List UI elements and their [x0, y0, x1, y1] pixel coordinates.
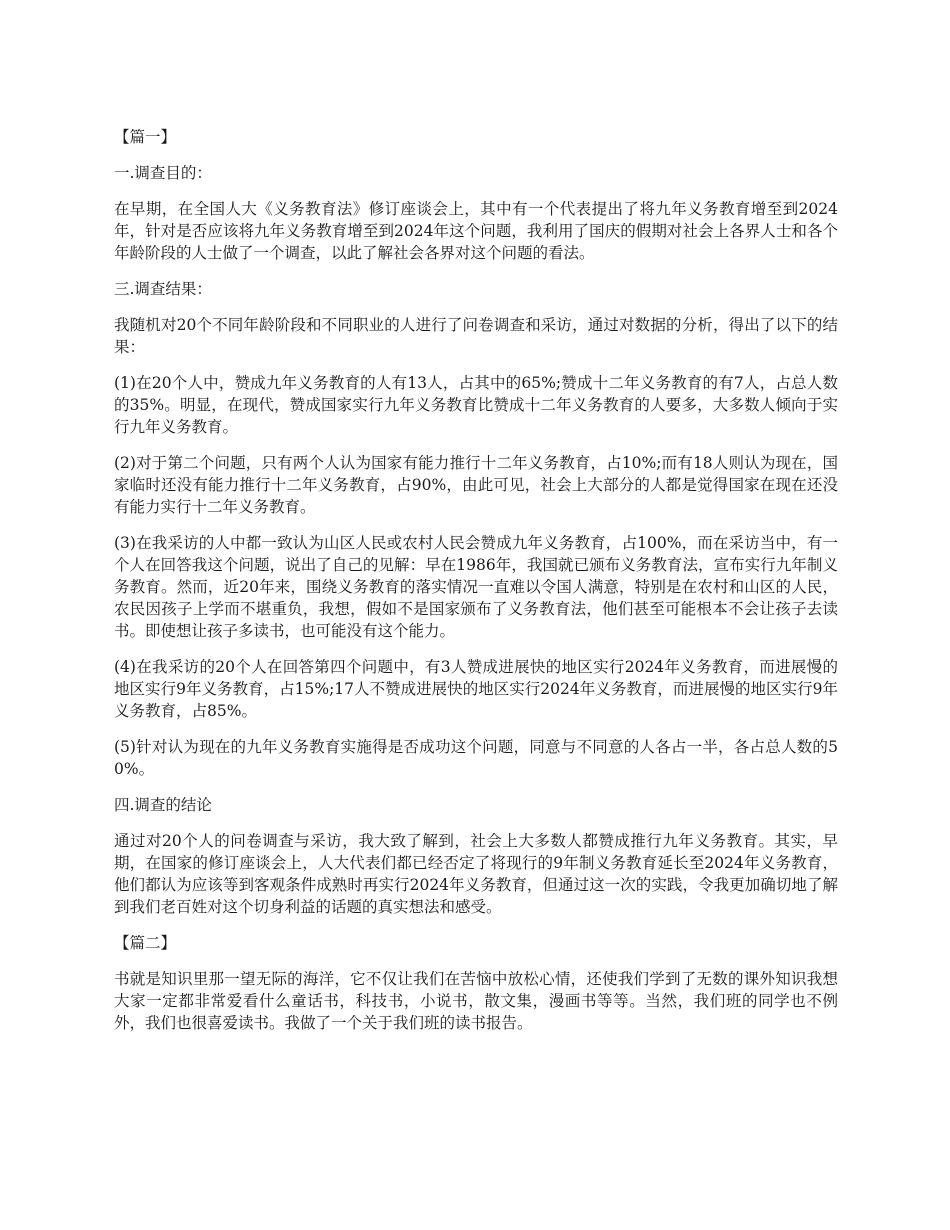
- paragraph-reading-report: 书就是知识里那一望无际的海洋，它不仅让我们在苦恼中放松心情，还使我们学到了无数的课外知识我想大家一定都非常爱看什么童话书，科技书，小说书，散文集，漫画书等等。当然，我们班的同学也不例外，我们也很喜爱读书。我做了一个关于我们班的读书报告。: [114, 970, 838, 1032]
- section-heading-part-two: 【篇二】: [114, 934, 177, 952]
- document-body: [114, 126, 838, 1048]
- paragraph-purpose: 在早期，在全国人大《义务教育法》修订座谈会上，其中有一个代表提出了将九年义务教育增至到2024年，针对是否应该将九年义务教育增至到2024年这个问题，我利用了国庆的假期对社会上各界人士和各个年龄阶段的人士做了一个调查，以此了解社会各界对这个问题的看法。: [114, 200, 838, 262]
- heading-survey-results: 三.调查结果：: [114, 280, 212, 298]
- paragraph-result-2: (2)对于第二个问题，只有两个人认为国家有能力推行十二年义务教育，占10%;而有18人则认为现在，国家临时还没有能力推行十二年义务教育，占90%，由此可见，社会上大部分的人都是觉得国家在现在还没有能力实行十二年义务教育。: [114, 454, 838, 516]
- paragraph-results-intro: 我随机对20个不同年龄阶段和不同职业的人进行了问卷调查和采访，通过对数据的分析，得出了以下的结果：: [114, 316, 838, 356]
- paragraph-result-1: (1)在20个人中，赞成九年义务教育的人有13人，占其中的65%;赞成十二年义务教育的有7人，占总人数的35%。明显，在现代，赞成国家实行九年义务教育比赞成十二年义务教育的人要多，大多数人倾向于实行九年义务教育。: [114, 374, 838, 436]
- heading-survey-conclusion: 四.调查的结论: [114, 796, 212, 814]
- paragraph-result-5: (5)针对认为现在的九年义务教育实施得是否成功这个问题，同意与不同意的人各占一半，各占总人数的50%。: [114, 738, 838, 778]
- paragraph-result-3: (3)在我采访的人中都一致认为山区人民或农村人民会赞成九年义务教育，占100%，而在采访当中，有一个人在回答我这个问题，说出了自己的见解：早在1986年，我国就已颁布义务教育法，宣布实行九年制义务教育。然而，近20年来，围绕义务教育的落实情况一直难以令国人满意，特别是在农村和山区的人民，农民因孩子上学而不堪重负，我想，假如不是国家颁布了义务教育法，他们甚至可能根本不会让孩子去读书。即使想让孩子多读书，也可能没有这个能力。: [114, 534, 838, 640]
- section-heading-part-one: 【篇一】: [114, 128, 177, 146]
- heading-survey-purpose: 一.调查目的：: [114, 164, 212, 182]
- paragraph-result-4: (4)在我采访的20个人在回答第四个问题中，有3人赞成进展快的地区实行2024年义务教育，而进展慢的地区实行9年义务教育，占15%;17人不赞成进展快的地区实行2024年义务教育，而进展慢的地区实行9年义务教育，占85%。: [114, 658, 838, 720]
- paragraph-conclusion: 通过对20个人的问卷调查与采访，我大致了解到，社会上大多数人都赞成推行九年义务教育。其实，早期，在国家的修订座谈会上，人大代表们都已经否定了将现行的9年制义务教育延长至2024年义务教育，他们都认为应该等到客观条件成熟时再实行2024年义务教育，但通过这一次的实践，令我更加确切地了解到我们老百姓对这个切身利益的话题的真实想法和感受。: [114, 832, 838, 916]
